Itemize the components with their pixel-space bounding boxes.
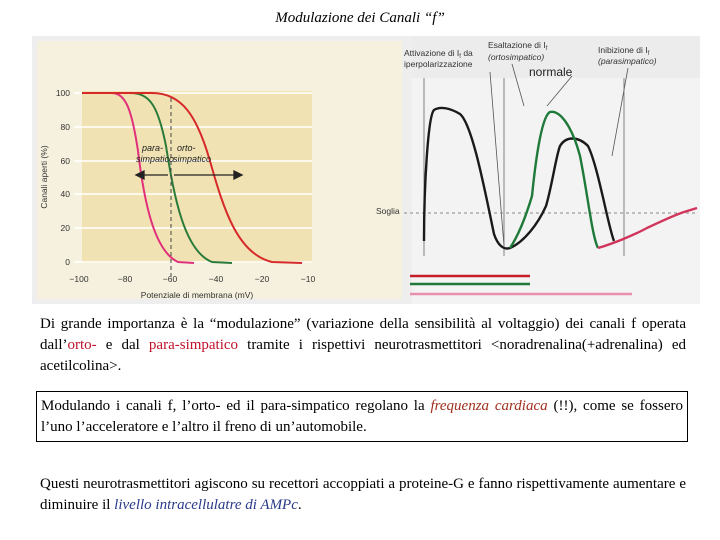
label-para-2: simpatico [136, 154, 175, 164]
right-chart [376, 36, 700, 304]
y-tick: 60 [60, 156, 70, 166]
x-tick: −40 [208, 274, 224, 284]
x-tick: −20 [254, 274, 270, 284]
label-orto-2: simpatico [173, 154, 212, 164]
left-chart [37, 41, 402, 300]
x-tick: −10 [300, 274, 316, 284]
label-orto-1: orto- [177, 143, 196, 153]
frequenza-cardiaca: frequenza cardiaca [430, 398, 548, 414]
y-tick: 20 [60, 223, 70, 233]
highlight-box: Modulando i canali f, l’orto- ed il para-simpatico regolano la frequenza cardiaca (!!), come se fossero l’uno l’acceleratore e l’altro il freno di un’automobile. [36, 391, 688, 442]
x-tick: −60 [162, 274, 178, 284]
y-tick: 40 [60, 189, 70, 199]
label-parasimpatico: (parasimpatico) [598, 56, 657, 66]
word-orto: orto- [67, 337, 97, 353]
livello-ampc: livello intracellulatre di AMPc [114, 497, 298, 513]
x-axis-label: Potenziale di membrana (mV) [140, 290, 254, 300]
label-esaltazione: Esaltazione di $I_f$ [488, 40, 548, 52]
y-tick: 0 [65, 257, 70, 267]
label-soglia: Soglia [376, 206, 400, 216]
slide-title: Modulazione dei Canali “f” [275, 10, 445, 26]
label-iperpolarizzazione: iperpolarizzazione [404, 59, 473, 69]
x-tick: −100 [69, 274, 89, 284]
paragraph-modulazione: Di grande importanza è la “modulazione” (variazione della sensibilità al voltaggio) dei canali f operata dall’orto- e dal para-simpatico tramite i rispettivi neurotrasmettitori <noradrenalina(+adrenalina) ed acetilcolina>. [40, 316, 687, 374]
y-axis-label: Canali aperti (%) [39, 145, 49, 209]
y-tick: 80 [60, 122, 70, 132]
x-tick: −80 [117, 274, 133, 284]
label-ortosimpatico: (ortosimpatico) [488, 52, 545, 62]
paragraph-neurotrasmettitori: Questi neurotrasmettitori agiscono su recettori accoppiati a proteine-G e fanno rispettivamente aumentare e diminuire il livello intracellulatre di AMPc. [40, 476, 686, 513]
label-inibizione: Inibizione di $I_f$ [598, 45, 650, 57]
label-attivazione: Attivazione di $I_f$ da [404, 48, 473, 60]
label-para-1: para- [142, 143, 164, 153]
figure [32, 36, 700, 304]
y-tick: 100 [55, 88, 70, 98]
word-para: para-simpatico [148, 337, 239, 353]
label-normale: normale [529, 65, 573, 79]
